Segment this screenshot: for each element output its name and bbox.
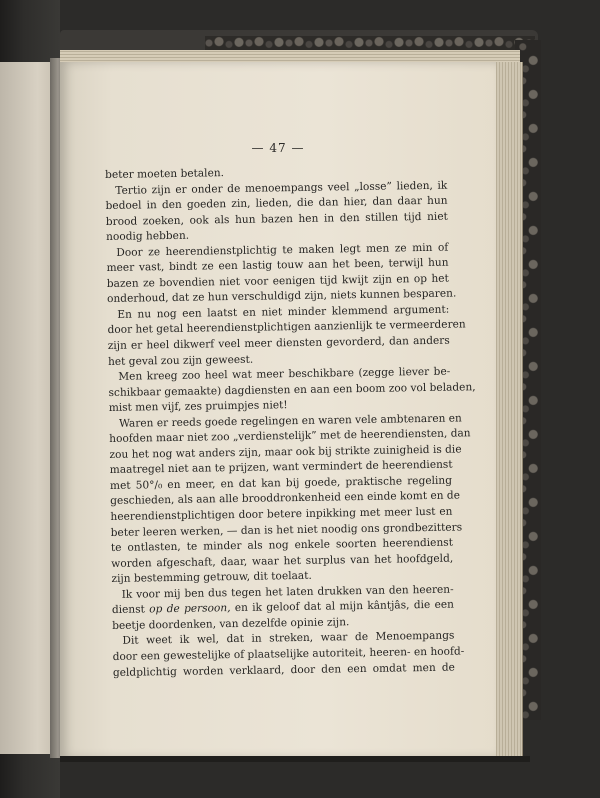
text-line: Dit weet ik wel, dat in streken, waar de Menoempangs	[122, 629, 455, 648]
text-line: door een gewestelijke of plaatselijke autoriteit, heeren- en hoofd-	[112, 645, 465, 663]
marbled-edge-top	[205, 36, 535, 50]
left-page-edge	[0, 62, 55, 754]
text-line: onderhoud, dat ze hun verschuldigd zijn, niets kunnen besparen.	[106, 287, 457, 306]
text-line: Tertio zijn er onder de menoempangs veel „losse” lieden, ik	[115, 179, 448, 197]
text-fragment: en ik geloof dat al mijn kântjâs, die een	[234, 598, 454, 615]
book-page	[60, 62, 496, 758]
text-line: schikbaar gemaakte) dagdiensten en aan een boom zoo vol beladen,	[108, 380, 476, 399]
book-cover-bottom	[60, 756, 530, 762]
text-fragment: dienst	[111, 603, 146, 617]
text-line: brood zoeken, ook als hun bazen hen in den stillen tijd niet	[105, 210, 448, 228]
text-line: Waren er reeds goede regelingen en waren vele ambtenaren en	[118, 412, 462, 430]
text-line: zijn er heel dikwerf veel meer diensten gevorderd, dan anders	[107, 334, 450, 352]
text-line: met 50°/₀ en meer, en dat kan bij goede, praktische regeling	[109, 474, 453, 492]
text-line: Door ze heerendienstplichtig te maken legt men ze min of	[116, 241, 449, 259]
text-line: door het getal heerendienstplichtigen aanzienlijk te vermeerderen	[107, 318, 466, 337]
text-line: meer vast, bindt ze een lastig touw aan het been, terwijl hun	[106, 256, 449, 275]
text-line: bedoel in den goeden zin, lieden, die dan hier, dan daar hun	[105, 194, 448, 213]
body-text	[105, 163, 476, 681]
emphasized-text: op de persoon,	[149, 602, 231, 616]
page-number: — 47 —	[251, 141, 305, 155]
text-line: zijn bestemming getrouw, dit toelaat.	[111, 570, 312, 586]
text-line: worden afgeschaft, daar, waar het surplus van het hoofdgeld,	[111, 552, 454, 570]
text-line: geldplichtig worden verklaard, door den een omdat men de	[112, 661, 455, 679]
page-stack-right	[494, 62, 523, 756]
text-line: noodig hebben.	[105, 229, 190, 244]
text-line: maatregel niet aan te prijzen, want vermindert de heerendienst	[109, 458, 453, 477]
text-line: heerendienstplichtigen door betere inpikking met meer lust en	[110, 505, 453, 523]
text-line: mist men vijf, zes pruimpjes niet!	[108, 399, 288, 415]
text-line: beter leeren werken, — dan is het niet noodig ons grondbezitters	[110, 521, 463, 539]
text-line: En nu nog een laatst en niet minder klemmend argument:	[117, 303, 450, 321]
text-line: te ontlasten, te minder als nog enkele soorten heerendienst	[110, 536, 454, 555]
text-line: zou het nog wat anders zijn, maar ook bij strikte zuinigheid is die	[109, 443, 462, 461]
text-line: beetje doordenken, van dezelfde opinie zijn.	[112, 616, 350, 632]
text-line: beter moeten betalen.	[105, 167, 225, 181]
text-line: het geval zou zijn geweest.	[107, 353, 254, 368]
text-line: bazen ze bovendien niet voor eenigen tijd kwijt zijn en op het	[106, 272, 449, 290]
text-line: Ik voor mij ben dus tegen het laten drukken van den heeren-	[121, 583, 454, 601]
text-line: hoofden maar niet zoo „verdienstelijk” met de heerendiensten, dan	[109, 427, 471, 446]
text-line: geschieden, als aan alle brooddronkenheid een einde komt en de	[110, 489, 461, 508]
text-line: Men kreeg zoo heel wat meer beschikbare (zegge liever be-	[118, 365, 451, 383]
